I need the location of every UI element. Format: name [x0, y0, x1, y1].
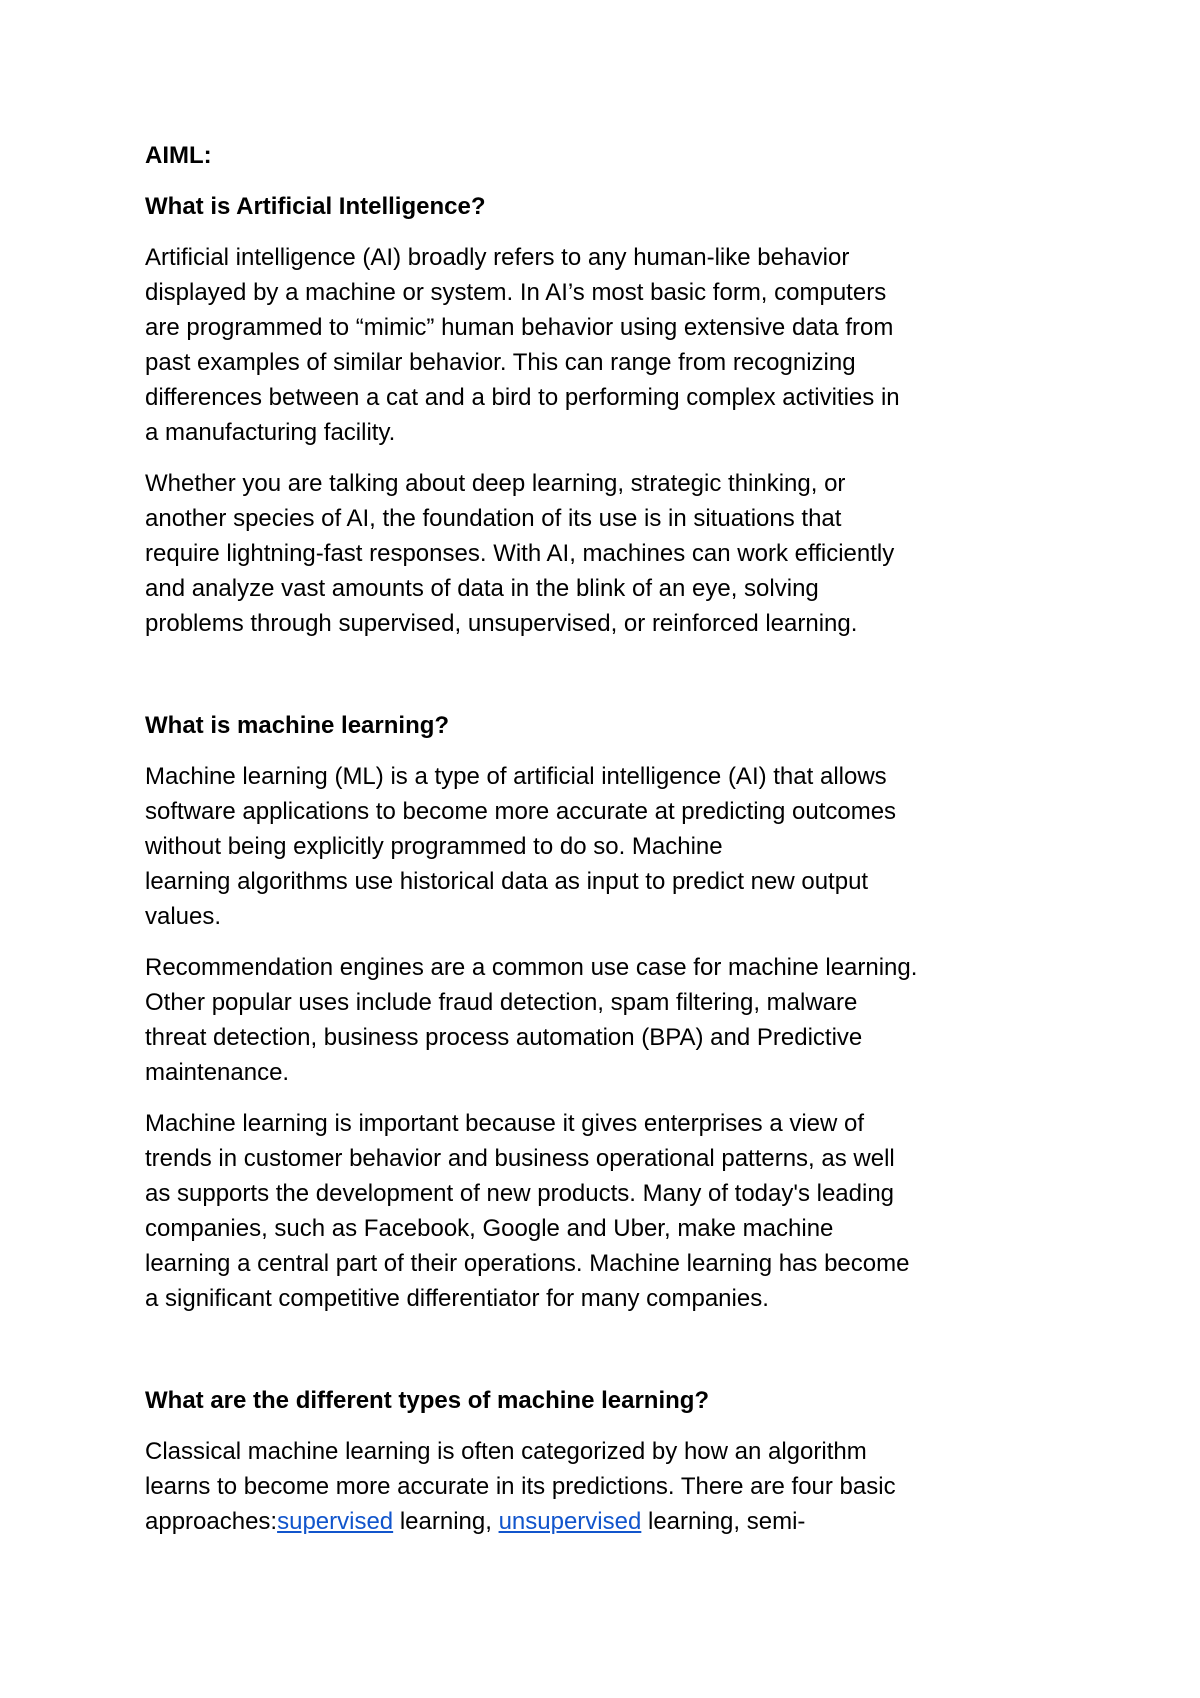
- paragraph-ml-uses: [145, 950, 1075, 1090]
- paragraph-ai-uses: [145, 466, 1075, 641]
- text-line-with-links: [145, 1504, 1075, 1539]
- paragraph-ai-definition: [145, 240, 1075, 450]
- heading-machine-learning: What is machine learning?: [145, 712, 450, 739]
- paragraph-ml-types: [145, 1434, 1075, 1539]
- paragraph-ml-importance: [145, 1106, 1075, 1316]
- text-line: learns to become more accurate in its predictions. There are four basic: [145, 1473, 896, 1500]
- text-fragment: learning,: [393, 1508, 499, 1535]
- text-line: values.: [145, 903, 222, 930]
- text-line: are programmed to “mimic” human behavior using extensive data from: [145, 314, 894, 341]
- section-spacer: [145, 641, 1075, 692]
- text-line: trends in customer behavior and business operational patterns, as well: [145, 1145, 895, 1172]
- text-line: learning a central part of their operations. Machine learning has become: [145, 1250, 910, 1277]
- text-line: Other popular uses include fraud detection, spam filtering, malware: [145, 989, 858, 1016]
- text-line: learning algorithms use historical data as input to predict new output: [145, 868, 869, 895]
- supervised-link[interactable]: supervised: [277, 1508, 394, 1535]
- text-line: without being explicitly programmed to do so. Machine: [145, 833, 723, 860]
- text-line: Whether you are talking about deep learning, strategic thinking, or: [145, 470, 846, 497]
- text-line: Artificial intelligence (AI) broadly refers to any human-like behavior: [145, 244, 850, 271]
- text-line: past examples of similar behavior. This can range from recognizing: [145, 349, 856, 376]
- document-page: [145, 138, 1075, 1539]
- text-fragment: learning, semi-: [641, 1508, 806, 1535]
- text-line: a manufacturing facility.: [145, 419, 396, 446]
- document-title: AIML:: [145, 142, 212, 169]
- unsupervised-link[interactable]: unsupervised: [498, 1508, 642, 1535]
- text-line: and analyze vast amounts of data in the blink of an eye, solving: [145, 575, 819, 602]
- text-line: a significant competitive differentiator for many companies.: [145, 1285, 769, 1312]
- text-line: Machine learning (ML) is a type of artificial intelligence (AI) that allows: [145, 763, 887, 790]
- heading-types-of-ml: What are the different types of machine learning?: [145, 1387, 710, 1414]
- text-line: differences between a cat and a bird to performing complex activities in: [145, 384, 900, 411]
- text-line: companies, such as Facebook, Google and Uber, make machine: [145, 1215, 834, 1242]
- text-line: another species of AI, the foundation of its use is in situations that: [145, 505, 842, 532]
- text-line: maintenance.: [145, 1059, 290, 1086]
- section-spacer: [145, 1316, 1075, 1367]
- text-line: displayed by a machine or system. In AI’s most basic form, computers: [145, 279, 887, 306]
- text-line: threat detection, business process automation (BPA) and Predictive: [145, 1024, 863, 1051]
- text-line: problems through supervised, unsupervised, or reinforced learning.: [145, 610, 858, 637]
- text-line: Classical machine learning is often categorized by how an algorithm: [145, 1438, 867, 1465]
- text-line: Recommendation engines are a common use case for machine learning.: [145, 954, 918, 981]
- text-line: Machine learning is important because it gives enterprises a view of: [145, 1110, 865, 1137]
- text-line: require lightning-fast responses. With AI, machines can work efficiently: [145, 540, 895, 567]
- heading-artificial-intelligence: What is Artificial Intelligence?: [145, 193, 486, 220]
- text-line: software applications to become more accurate at predicting outcomes: [145, 798, 897, 825]
- text-line: as supports the development of new products. Many of today's leading: [145, 1180, 895, 1207]
- text-fragment: approaches:: [145, 1508, 278, 1535]
- paragraph-ml-definition: [145, 759, 1075, 934]
